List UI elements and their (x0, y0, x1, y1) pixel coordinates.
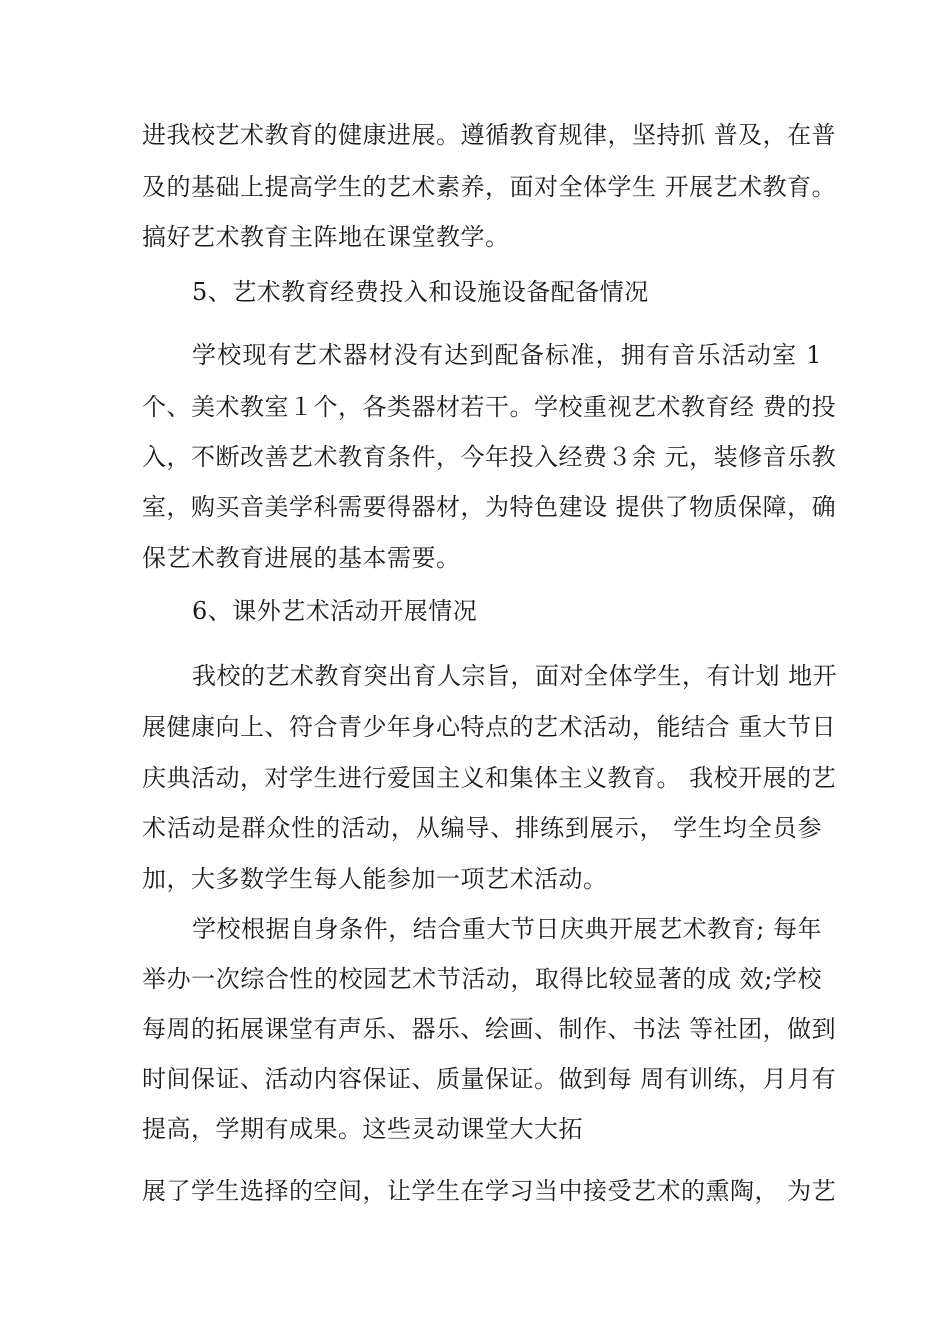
text-line: 及的基础上提高学生的艺术素养，面对全体学生 开展艺术教育。 (142, 173, 837, 201)
text-line: 每周的拓展课堂有声乐、器乐、绘画、制作、书法 等社团，做到 (142, 1015, 837, 1043)
section-heading: 5、艺术教育经费投入和设施设备配备情况 (192, 278, 649, 306)
text-line: 展健康向上、符合青少年身心特点的艺术活动，能结合 重大节日 (142, 713, 837, 741)
text-line: 学校现有艺术器材没有达到配备标准，拥有音乐活动室 1 (192, 341, 822, 369)
text-line: 庆典活动，对学生进行爱国主义和集体主义教育。 我校开展的艺 (142, 764, 837, 792)
text-line: 搞好艺术教育主阵地在课堂教学。 (142, 223, 510, 251)
text-line: 展了学生选择的空间，让学生在学习当中接受艺术的熏陶， 为艺 (142, 1177, 837, 1205)
text-line: 时间保证、活动内容保证、质量保证。做到每 周有训练，月月有 (142, 1065, 837, 1093)
text-line: 学校根据自身条件，结合重大节日庆典开展艺术教育; 每年 (192, 915, 822, 943)
text-line: 进我校艺术教育的健康进展。遵循教育规律，坚持抓 普及，在普 (142, 121, 837, 149)
text-line: 加，大多数学生每人能参加一项艺术活动。 (142, 865, 608, 893)
text-line: 保艺术教育进展的基本需要。 (142, 544, 461, 572)
text-line: 我校的艺术教育突出育人宗旨，面对全体学生，有计划 地开 (192, 662, 838, 690)
text-line: 室，购买音美学科需要得器材，为特色建设 提供了物质保障，确 (142, 493, 837, 521)
text-line: 术活动是群众性的活动，从编导、排练到展示， 学生均全员参 (142, 814, 822, 842)
text-line: 提高，学期有成果。这些灵动课堂大大拓 (142, 1115, 583, 1143)
text-line: 个、美术教室１个，各类器材若干。学校重视艺术教育经 费的投 (142, 393, 837, 421)
text-line: 举办一次综合性的校园艺术节活动，取得比较显著的成 效;学校 (142, 965, 822, 993)
section-heading: 6、课外艺术活动开展情况 (192, 597, 478, 625)
text-line: 入，不断改善艺术教育条件，今年投入经费３余 元，装修音乐教 (142, 443, 837, 471)
